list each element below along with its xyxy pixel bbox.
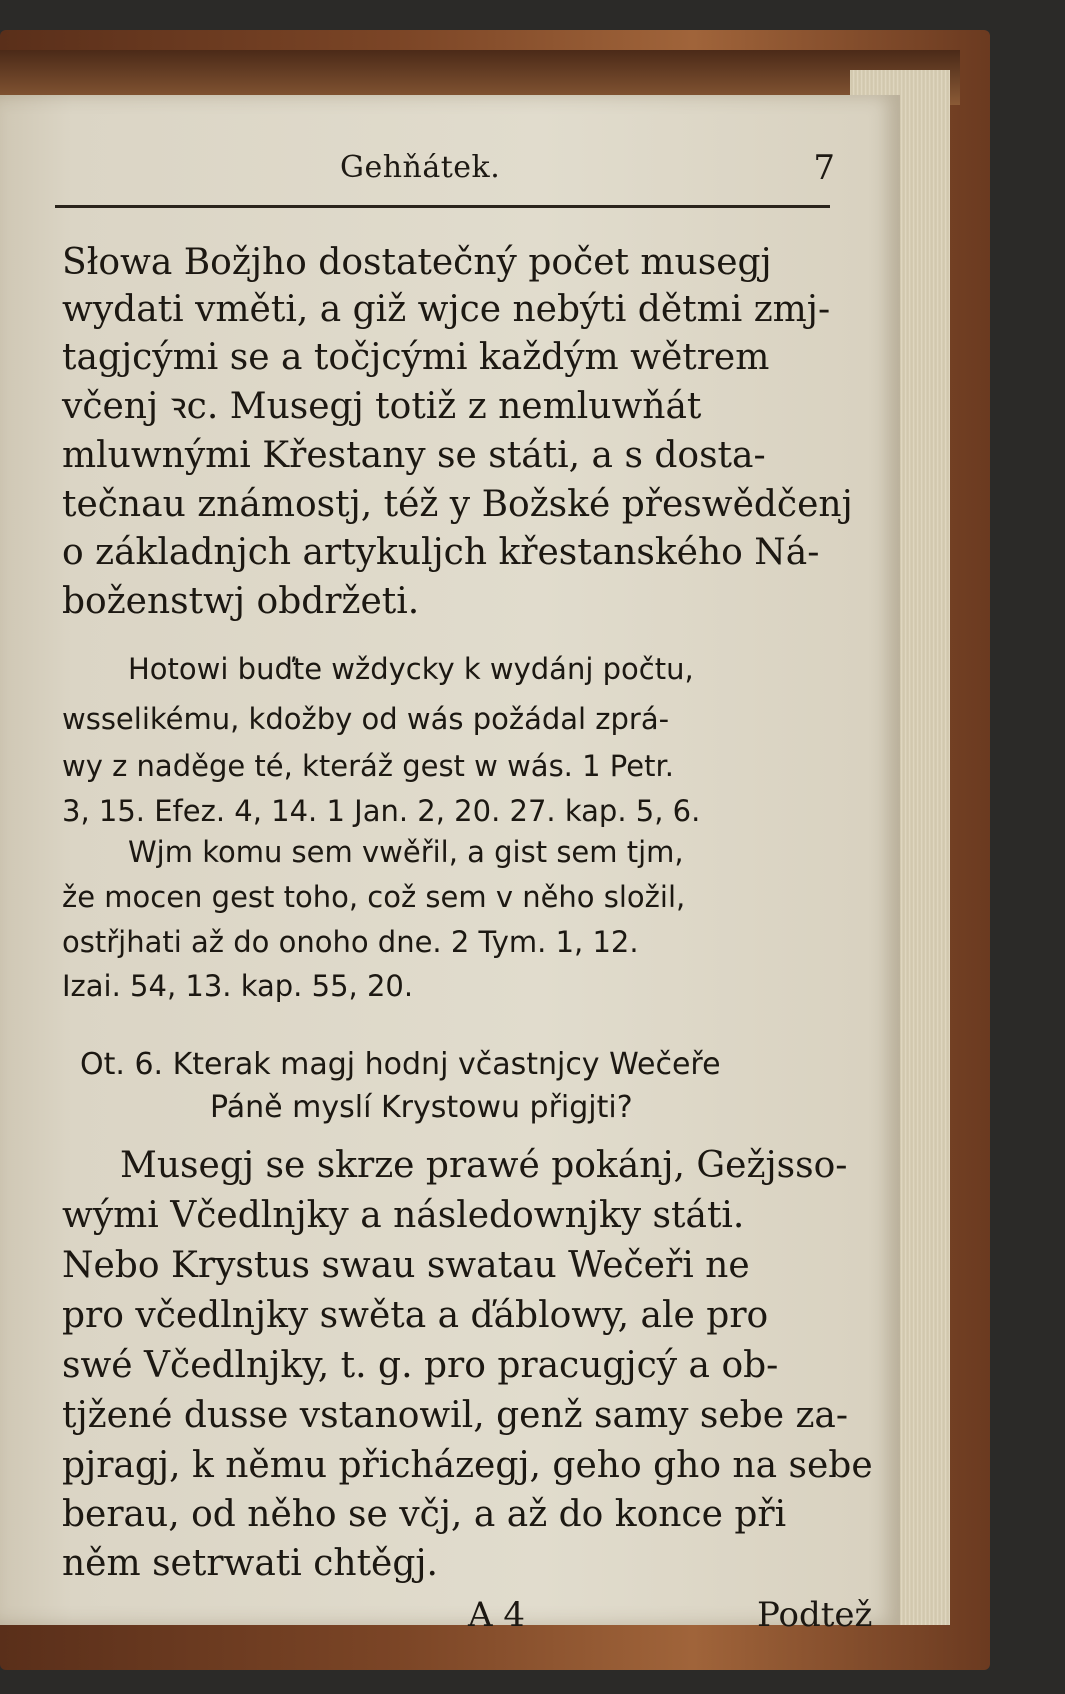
quotation-line: Izai. 54, 13. kap. 55, 20. <box>62 969 414 1003</box>
paragraph2-line: wými Včedlnjky a následownjky státi. <box>62 1195 745 1236</box>
quotation-line: ostřjhati až do onoho dne. 2 Tym. 1, 12. <box>62 925 639 959</box>
header-rule <box>55 205 830 208</box>
paragraph1-line: mluwnými Křestany se státi, a s dosta- <box>62 435 766 476</box>
quotation-line: wy z naděge té, kteráž gest w wás. 1 Petr. <box>62 749 674 783</box>
question-line: Páně myslí Krystowu přigjti? <box>210 1090 633 1125</box>
paragraph2-line: tjžené dusse vstanowil, genž samy sebe za- <box>62 1395 849 1436</box>
page-header <box>55 150 835 198</box>
paragraph1-line: Słowa Božjho dostatečný počet musegj <box>62 242 772 283</box>
quotation-line: Wjm komu sem vwěřil, a gist sem tjm, <box>128 835 684 869</box>
paragraph2-line: pro včedlnjky swěta a ďáblowy, ale pro <box>62 1295 769 1336</box>
paragraph1-line: boženstwj obdržeti. <box>62 581 420 622</box>
paragraph2-line: Musegj se skrze prawé pokánj, Gežjsso- <box>120 1145 848 1186</box>
page-number: 7 <box>813 148 835 188</box>
paragraph1-line: tečnau známostj, též y Božské přeswědčenj <box>62 484 853 525</box>
paragraph2-line: pjragj, k němu přicházegj, geho gho na sebe <box>62 1445 873 1486</box>
paragraph2-line: Nebo Krystus swau swatau Wečeři ne <box>62 1245 750 1286</box>
quotation-line: 3, 15. Efez. 4, 14. 1 Jan. 2, 20. 27. kap. 5, 6. <box>62 794 701 828</box>
paragraph2-line: berau, od něho se včj, a až do konce při <box>62 1494 787 1535</box>
paragraph2-line: něm setrwati chtěgj. <box>62 1543 438 1584</box>
quotation-line: že mocen gest toho, což sem v něho složil, <box>62 880 686 914</box>
paragraph1-line: o základnjch artykuljch křestanského Ná- <box>62 532 820 573</box>
running-title: Gehňátek. <box>340 150 501 185</box>
quotation-line: Hotowi buďte wždycky k wydánj počtu, <box>128 652 694 686</box>
paragraph1-line: tagjcými se a točjcými každým wětrem <box>62 337 770 378</box>
signature-mark: A 4 <box>468 1595 525 1635</box>
paragraph1-line: wydati vměti, a giž wjce nebýti dětmi zmj- <box>62 289 831 330</box>
page-footer <box>0 1595 900 1645</box>
quotation-line: wsselikému, kdožby od wás požádal zprá- <box>62 702 670 736</box>
paragraph2-line: swé Včedlnjky, t. g. pro pracugjcý a ob- <box>62 1345 779 1386</box>
catchword: Podtež <box>757 1595 873 1635</box>
paragraph1-line: včenj ꝛc. Musegj totiž z nemluwňát <box>62 386 702 427</box>
question-line: Ot. 6. Kterak magj hodnj včastnjcy Wečeře <box>80 1047 721 1082</box>
